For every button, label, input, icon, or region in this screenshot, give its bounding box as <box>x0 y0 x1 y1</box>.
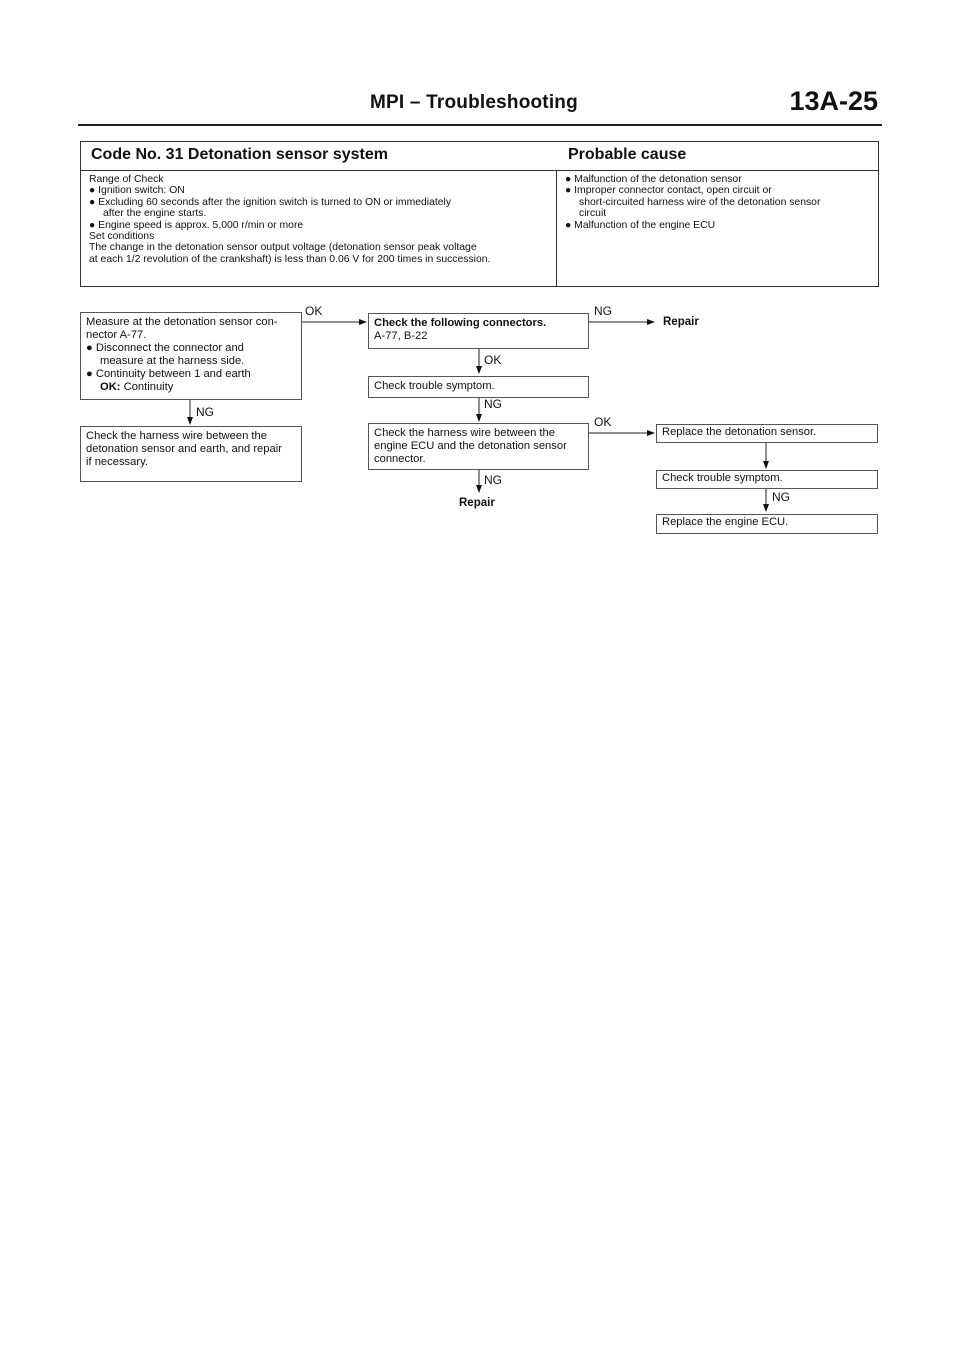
ok-criteria <box>86 381 296 394</box>
check-line: ● Ignition switch: ON <box>89 185 185 197</box>
trouble-symptom-text: Check trouble symptom. <box>662 472 783 484</box>
ok-criteria-value: Continuity <box>123 381 174 393</box>
replace-sensor-text: Replace the detonation sensor. <box>662 426 817 438</box>
code-title: Code No. 31 Detonation sensor system <box>91 146 388 163</box>
replace-ecu-text: Replace the engine ECU. <box>662 516 789 528</box>
branch-label-ng: NG <box>484 473 502 487</box>
repair-outcome-top: Repair <box>663 316 699 328</box>
check-line: after the engine starts. <box>103 208 207 220</box>
check-line: ● Excluding 60 seconds after the ignition switch is turned to ON or immediately <box>89 196 452 208</box>
measure-line: nector A-77. <box>86 329 147 341</box>
measure-line: measure at the harness side. <box>100 355 245 367</box>
branch-label-ok: OK <box>305 304 323 318</box>
check-line: The change in the detonation sensor output voltage (detonation sensor peak voltage <box>89 242 477 254</box>
harness-ecu-line: Check the harness wire between the <box>374 427 555 439</box>
probable-cause-title: Probable cause <box>568 146 687 163</box>
connectors-title: Check the following connectors. <box>374 317 547 329</box>
section-title: MPI – Troubleshooting <box>370 92 578 113</box>
repair-outcome-bottom: Repair <box>459 497 495 509</box>
check-trouble-symptom-box-2 <box>656 470 878 489</box>
check-line: Set conditions <box>89 231 155 243</box>
measure-connector-box <box>80 312 302 400</box>
branch-label-ng: NG <box>484 397 502 411</box>
branch-label-ng: NG <box>196 405 214 419</box>
harness-ecu-check-box <box>368 423 589 470</box>
harness-ecu-line: engine ECU and the detonation sensor <box>374 440 567 452</box>
measure-line: ● Disconnect the connector and <box>86 342 244 354</box>
replace-sensor-box <box>656 424 878 443</box>
harness-earth-check-box <box>80 426 302 482</box>
branch-label-ok: OK <box>484 353 502 367</box>
cause-line: circuit <box>579 208 607 220</box>
connectors-list: A-77, B-22 <box>374 330 428 342</box>
measure-line: ● Continuity between 1 and earth <box>86 368 251 380</box>
ok-criteria-label: OK: <box>100 381 121 393</box>
replace-ecu-box <box>656 514 878 534</box>
branch-label-ng: NG <box>594 304 612 318</box>
harness-check-line: Check the harness wire between the <box>86 430 267 442</box>
branch-label-ng: NG <box>772 490 790 504</box>
check-trouble-symptom-box-1 <box>368 376 589 398</box>
page-number: 13A-25 <box>789 86 878 116</box>
harness-ecu-line: connector. <box>374 453 426 465</box>
check-line: at each 1/2 revolution of the crankshaft) is less than 0.06 V for 200 times in succession. <box>89 253 491 265</box>
harness-check-line: detonation sensor and earth, and repair <box>86 443 282 455</box>
harness-check-line: if necessary. <box>86 456 148 468</box>
trouble-symptom-text: Check trouble symptom. <box>374 380 495 392</box>
check-line: ● Engine speed is approx. 5,000 r/min or more <box>89 219 304 231</box>
branch-label-ok: OK <box>594 415 612 429</box>
cause-line: ● Malfunction of the engine ECU <box>565 219 716 231</box>
cause-line: short-circuited harness wire of the detonation sensor <box>579 196 821 208</box>
cause-line: ● Improper connector contact, open circuit or <box>565 185 772 197</box>
check-line: Range of Check <box>89 174 164 185</box>
measure-line: Measure at the detonation sensor con- <box>86 316 278 328</box>
check-connectors-box <box>368 313 589 349</box>
cause-line: ● Malfunction of the detonation sensor <box>565 174 742 185</box>
